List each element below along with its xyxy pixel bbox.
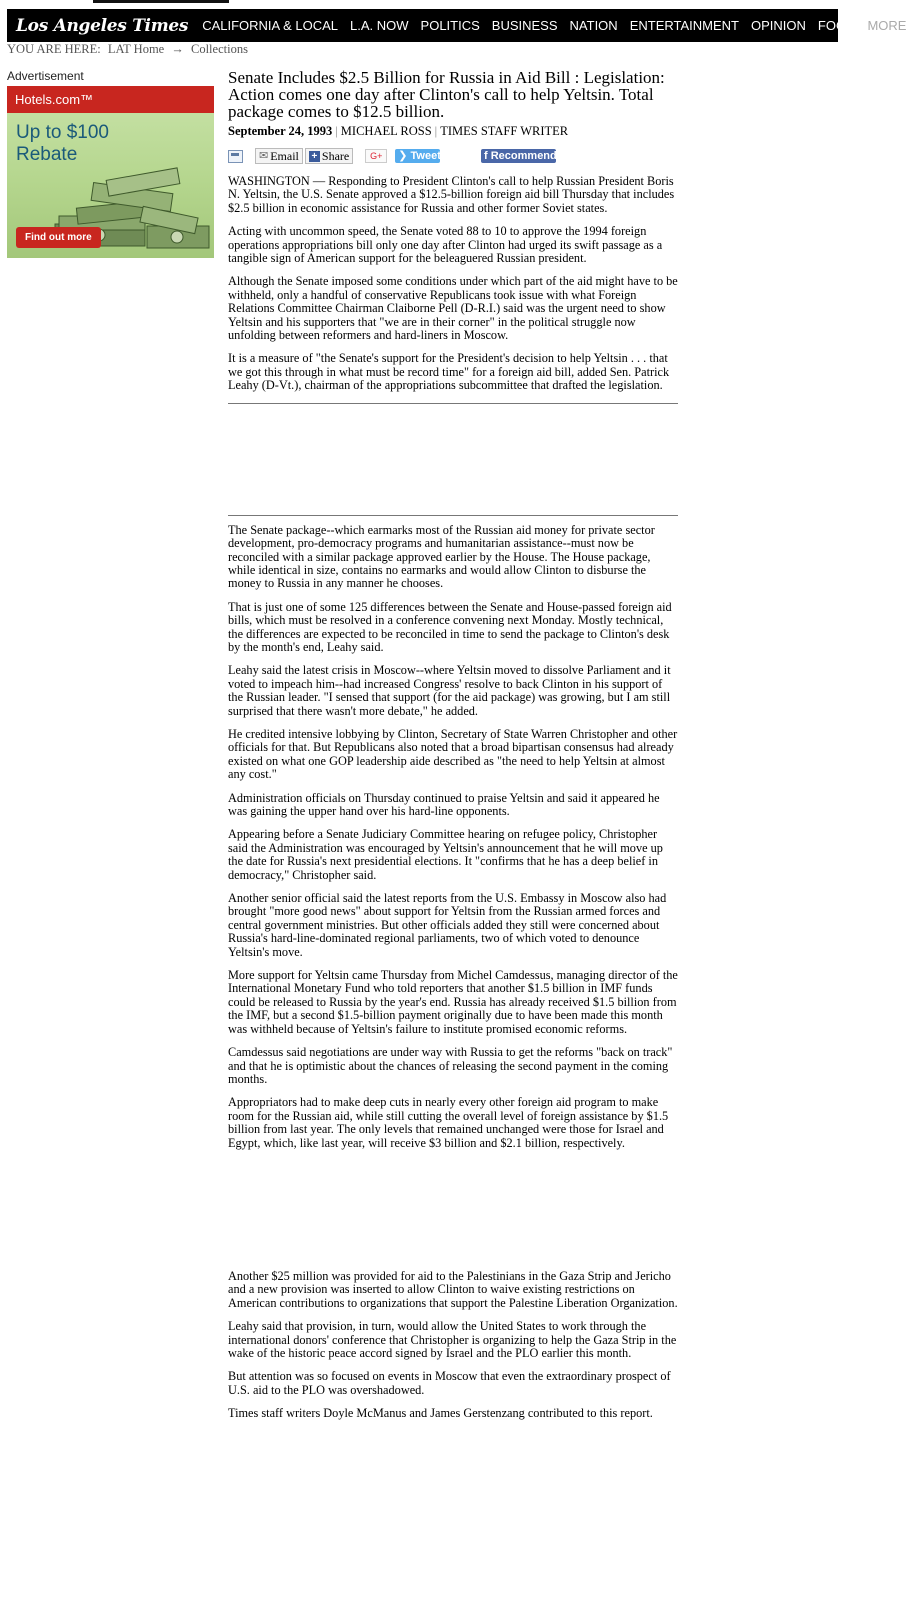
article-paragraph: But attention was so focused on events in Moscow that even the extraordinary prospect of U.S. aid to the PLO was overshadowed. [228,1369,671,1397]
nav-nation[interactable]: NATION [569,18,618,33]
article-paragraph: Appropriators had to make deep cuts in nearly every other foreign aid program to make room for the Russian aid, while still cutting the overall level of foreign assistance by $1.5 billion from last year. The only levels that remained unchanged were those for Israel and Egypt, which, like last year, will receive $3 billion and $2.1 billion, respectively. [228,1095,669,1150]
article-paragraph: Acting with uncommon speed, the Senate voted 88 to 10 to approve the 1994 foreign operations appropriations bill only one day after Clinton had urged its swift passage as a tangible sign of American support for the beleaguered Russian president. [228,224,663,266]
facebook-icon: f [484,150,488,162]
article-paragraph: Leahy said that provision, in turn, would allow the United States to work through the international donors' conference that Christopher is organizing to help the Gaza Strip in the wake of the historic peace accord signed by Israel and the PLO earlier this month. [228,1319,677,1360]
article-body-section-1 [228,175,678,393]
twitter-bird-icon: ❯ [398,150,408,162]
nav-opinion[interactable]: OPINION [751,18,806,33]
site-logo[interactable]: Los Angeles Times [16,15,189,36]
article-author: MICHAEL ROSS [340,124,432,138]
inline-ad-slot [228,404,678,515]
nav-entertainment[interactable]: ENTERTAINMENT [629,18,739,33]
article-paragraph: That is just one of some 125 differences between the Senate and House-passed foreign aid bills, which must be resolved in a conference convening next Monday. Mostly technical, the differences are expected to be reconciled in time to send the package to Clinton's desk by the month's end, Leahy said. [228,599,672,654]
ad-brand-logo: Hotels.com™ [15,92,94,107]
ad-headline: Up to $100 Rebate [16,122,109,165]
google-plus-button[interactable]: G+ [365,149,387,163]
article-headline: Senate Includes $2.5 Billion for Russia in Aid Bill : Legislation: Action comes one day after Clinton's call to help Yeltsin. Total package comes to $12.5 billion. [228,68,665,121]
ad-label: Advertisement [7,69,84,83]
nav-bar [7,9,906,42]
article-body-section-2 [228,524,678,1150]
article [228,69,678,1431]
print-icon[interactable] [228,150,243,163]
article-paragraph: Appearing before a Senate Judiciary Committee hearing on refugee policy, Christopher said the Administration was encouraged by Yeltsin's announcement that he will move up the date for Russia's next presidential elections. It "confirms that he has a deep belief in democracy," Christopher said. [228,827,663,882]
breadcrumb-arrow: → [171,42,184,56]
breadcrumb-prefix: YOU ARE HERE: [7,42,101,56]
recommend-label: Recommend [490,150,557,162]
top-strip-bar [93,0,229,3]
tweet-label: Tweet [410,150,441,162]
article-paragraph: WASHINGTON — Responding to President Clinton's call to help Russian President Boris N. Yeltsin, the U.S. Senate approved a $12.5-billion foreign aid bill Thursday that includes $2.5 billion in economic assistance for Russia and other former Soviet states. [228,174,675,215]
envelope-icon: ✉ [259,150,269,162]
breadcrumb-collections-link[interactable]: Collections [191,42,248,56]
ad-brand-bar [7,86,214,113]
breadcrumb-home-link[interactable]: LAT Home [107,42,165,56]
email-button[interactable] [255,148,303,164]
breadcrumb [7,42,252,57]
email-label: Email [270,149,299,163]
inline-ad-bottom-divider [228,515,678,516]
plus-icon: + [309,151,320,162]
share-toolbar [228,148,678,164]
byline-separator: | [335,124,338,138]
tweet-button[interactable] [395,149,440,163]
article-paragraph: Administration officials on Thursday continued to praise Yeltsin and said it appeared he was gaining the upper hand over his hard-line opponents. [228,790,660,818]
nav-more[interactable]: MORE [867,18,906,33]
nav-politics[interactable]: POLITICS [420,18,480,33]
article-paragraph: Another senior official said the latest reports from the U.S. Embassy in Moscow also had brought "more good news" about support for Yeltsin from the Russian armed forces and central government ministries. But other officials added they still were concerned about Russia's hard-line-dominated regional parliaments, two of which voted to denounce Yeltsin's move. [228,891,667,959]
article-paragraph: Although the Senate imposed some conditions under which part of the aid might have to be withheld, only a handful of conservative Republicans took issue with what Foreign Relations Committee Chairman Claiborne Pell (D-R.I.) said was the urgent need to show Yeltsin and his supporters that "we are in their corner" in the political struggle now unfolding between reformers and hard-liners in Moscow. [228,274,678,343]
article-paragraph: It is a measure of "the Senate's support for the President's decision to help Yeltsin . . . that we got this through in what must be record time" for a foreign aid bill, added Sen. Patrick Leahy (D-Vt.), chairman of the appropriations subcommittee that drafted the legislation. [228,351,670,393]
top-strip [0,0,845,5]
nav-business[interactable]: BUSINESS [491,18,558,33]
article-paragraph: Times staff writers Doyle McManus and James Gerstenzang contributed to this report. [228,1406,653,1421]
nav-la-now[interactable]: L.A. NOW [350,18,409,33]
share-button[interactable] [305,148,353,164]
ad-find-out-more-button[interactable]: Find out more [16,227,101,248]
hotels-ad-banner[interactable] [7,86,214,258]
article-paragraph: Another $25 million was provided for aid to the Palestinians in the Gaza Strip and Jericho and a new provision was inserted to allow Clinton to waive existing restrictions on American contributions to organizations that support the Palestine Liberation Organization. [228,1268,678,1310]
article-author-role: TIMES STAFF WRITER [440,124,569,138]
byline [228,124,678,139]
nav-food[interactable]: FOOD [817,18,856,33]
share-label: Share [321,149,350,163]
article-paragraph: Leahy said the latest crisis in Moscow--where Yeltsin moved to dissolve Parliament and it voted to impeach him--had increased Congress' resolve to back Clinton in his support of the Russian leader. "I sensed that support (for the aid package) was growing, but I am still surprised that there wasn't more debate," he added. [228,663,671,718]
facebook-recommend-button[interactable] [481,149,556,163]
nav-california-local[interactable]: CALIFORNIA & LOCAL [202,18,339,33]
article-date: September 24, 1993 [228,124,333,138]
article-body-section-3 [228,1270,678,1421]
article-paragraph: More support for Yeltsin came Thursday from Michel Camdessus, managing director of the International Monetary Fund who told reporters that another $1.5 billion in IMF funds could be released to Russia by the year's end. Russia has already received $1.5 billion from the IMF, but a second $1.5-billion payment originally due to have been made this month was withheld because of Yeltsin's failure to institute promised economic reforms. [228,968,678,1036]
article-paragraph: Camdessus said negotiations are under way with Russia to get the reforms "back on track" and that he is optimistic about the chances of releasing the second payment in the coming months. [228,1045,673,1086]
article-paragraph: The Senate package--which earmarks most of the Russian aid money for private sector development, pro-democracy programs and humanitarian assistance--must now be reconciled with a similar package approved earlier by the House. The House package, while identical in size, contains no earmarks and would allow Clinton to disburse the money to Russia in any manner he chooses. [228,522,655,591]
byline-separator: | [434,124,438,138]
article-paragraph: He credited intensive lobbying by Clinton, Secretary of State Warren Christopher and other officials for that. But Republicans also noted that a broad bipartisan consensus had already existed on what one GOP leadership aide described as "the need to help Yeltsin at almost any cost." [228,726,678,782]
inline-ad-slot-2 [228,1160,678,1270]
